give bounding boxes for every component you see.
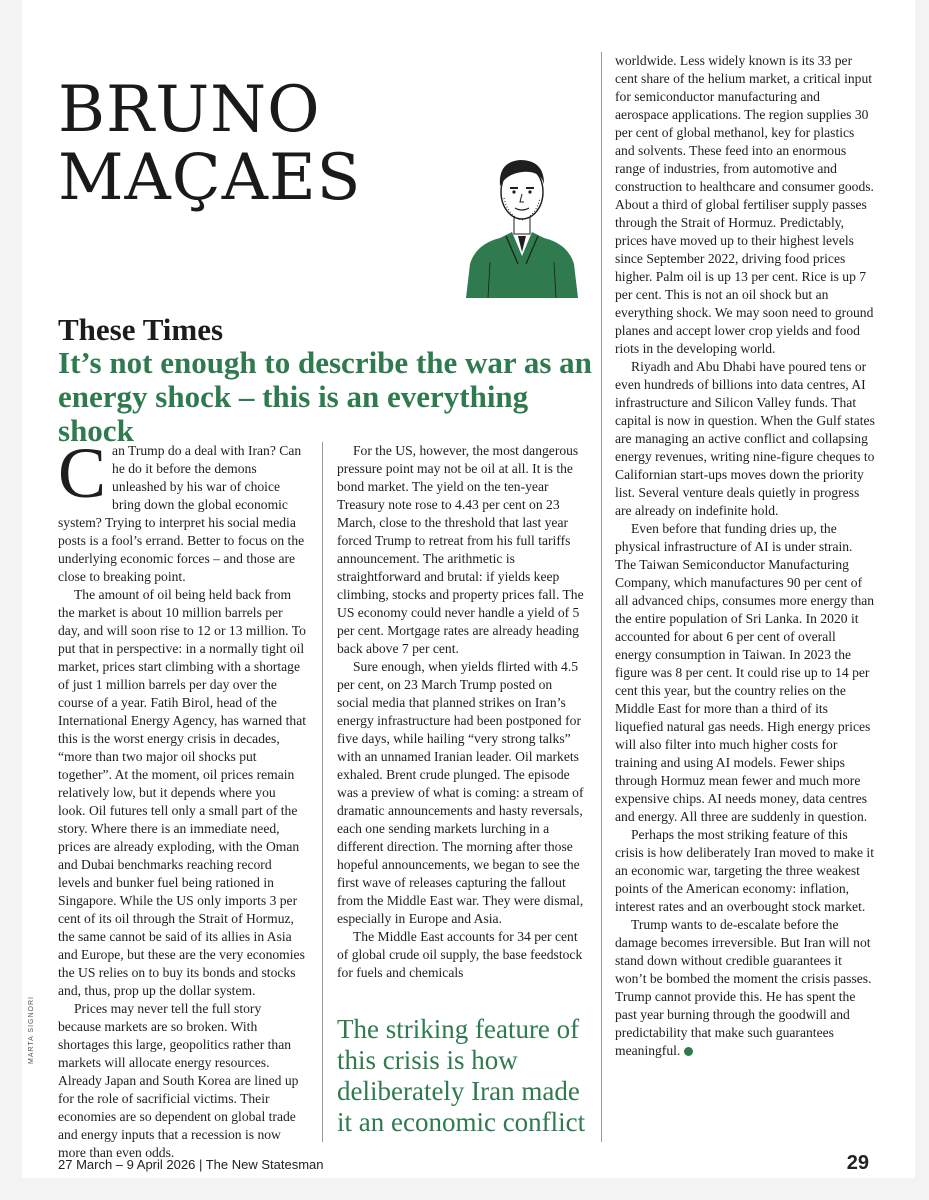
- article-paragraph: Even before that funding dries up, the physical infrastructure of AI is under strain. The Taiwan Semiconductor Manufacturing Company, which manufactures 90 per cent of all advanced chips, consumes more energy than the entire population of Sri Lanka. In 2020 it accounted for about 6 per cent of overall energy consumption in Taiwan. In 2023 the figure was 8 per cent. It could rise up to 14 per cent this year, but the country relies on the Middle East for more than a third of its liquefied natural gas needs. High energy prices will also filter into much higher costs for training and using AI models. Fewer ships through Hormuz mean fewer and much more expensive chips. AI needs money, data centres and energy. All three are suddenly in question.: [615, 521, 875, 824]
- article-column-2: [337, 442, 587, 982]
- author-portrait-illustration: [460, 152, 584, 298]
- paragraph-text: Trump wants to de-escalate before the damage becomes irreversible. But Iran will not stand down without credible guarantees it won’t be bombed the moment the crisis passes. Trump cannot provide this. He has spent the past year burning through the goodwill and predictability that make such guarantees meaningful.: [615, 917, 872, 1058]
- page-number: 29: [846, 1152, 869, 1174]
- article-paragraph: [615, 916, 875, 1060]
- footer-separator: |: [198, 1157, 203, 1172]
- drop-cap: C: [58, 433, 107, 513]
- article-paragraph: For the US, however, the most dangerous pressure point may not be oil at all. It is the bond market. The yield on the ten-year Treasury note rose to 4.43 per cent on 23 March, close to the threshold that last year forced Trump to retreat from his full tariffs announcement. The arithmetic is straightforward and brutal: if yields keep climbing, stocks and property prices fall. The US economy could never handle a yield of 5 per cent. Mortgage rates are already heading back above 7 per cent.: [337, 443, 584, 656]
- article-paragraph: worldwide. Less widely known is its 33 per cent share of the helium market, a critical input for semiconductor manufacturing and aerospace applications. The region supplies 30 per cent of global methanol, key for plastics and solvents. These feed into an enormous range of industries, from automotive and construction to healthcare and consumer goods. About a third of global fertiliser supply passes through the Strait of Hormuz. Predictably, prices have moved up to their highest levels since September 2022, driving food prices higher. Palm oil is up 13 per cent. Rice is up 7 per cent. This is not an oil shock but an everything shock. We may soon need to ground planes and accept lower crop yields and food riots in the developing world.: [615, 53, 874, 356]
- article-paragraph: The amount of oil being held back from the market is about 10 million barrels per day, and will soon rise to 12 or 13 million. To put that in perspective: in a normally tight oil market, prices start climbing with a shortage of just 1 million barrels per day over the course of a year. Fatih Birol, head of the International Energy Agency, has warned that this is the worst energy crisis in decades, “more than two major oil shocks put together”. At the moment, oil prices remain relatively low, but it depends where you look. Oil futures tell only a small part of the story. Where there is an immediate need, prices are already exploding, with the Oman and Dubai benchmarks reaching record levels and bunker fuel being rationed in Singapore. While the US only imports 3 per cent of its oil through the Strait of Hormuz, the same cannot be said of its allies in Asia and Europe, but these are the very economies the US relies on to buy its bonds and stocks and, thus, prop up the dollar system.: [58, 587, 306, 998]
- author-first-name: BRUNO: [58, 73, 321, 147]
- page-footer: [58, 1157, 324, 1172]
- page-bottom-edge: [0, 1178, 929, 1200]
- article-column-1: [58, 433, 306, 1162]
- column-divider: [322, 442, 323, 1142]
- article-paragraph: Prices may never tell the full story because markets are so broken. With shortages this large, geopolitics rather than markets will allocate energy resources. Already Japan and South Korea are lined up for the role of sacrificial victims. Their economies are so dependent on global trade and energy inputs that a recession is now more than even odds.: [58, 1001, 299, 1160]
- column-title: These Times: [58, 312, 224, 347]
- issue-date: 27 March – 9 April 2026: [58, 1157, 196, 1172]
- photo-credit: MARTA SIGNORI: [28, 996, 35, 1064]
- article-column-3: [615, 52, 875, 1060]
- article-paragraph: Perhaps the most striking feature of this crisis is how deliberately Iran moved to make it an economic war, targeting the three weakest points of the American economy: inflation, interest rates and an overbought stock market.: [615, 827, 874, 914]
- author-byline: [58, 73, 362, 215]
- article-paragraph: [58, 433, 306, 586]
- page-top-margin: [0, 0, 929, 40]
- article-paragraph: The Middle East accounts for 34 per cent of global crude oil supply, the base feedstock for fuels and chemicals: [337, 929, 583, 980]
- author-last-name: MAÇAES: [58, 141, 362, 215]
- page-right-edge: [915, 0, 929, 1200]
- column-divider: [601, 52, 602, 1142]
- page-left-edge: [0, 0, 22, 1200]
- article-paragraph: Sure enough, when yields flirted with 4.5 per cent, on 23 March Trump posted on social media that planned strikes on Iran’s energy infrastructure had been postponed for five days, while hailing “very strong talks” with an unnamed Iranian leader. Oil markets exhaled. Brent crude plunged. The episode was a preview of what is coming: a stream of dramatic announcements and hasty reversals, each one sending markets lurching in a different direction. The morning after those hopeful announcements, we began to see the first wave of releases capturing the fallout from the Middle East war. They were dismal, especially in Europe and Asia.: [337, 659, 584, 926]
- publication-name: The New Statesman: [205, 1157, 324, 1172]
- article-headline: It’s not enough to describe the war as an energy shock – this is an everything shock: [58, 345, 592, 448]
- paragraph-text: an Trump do a deal with Iran? Can he do it before the demons unleashed by his war of choice bring down the global economic system? Trying to interpret his social media posts is a fool’s errand. Better to focus on the underlying economic forces – and those are close to breaking point.: [58, 443, 305, 584]
- pull-quote: The striking feature of this crisis is how deliberately Iran made it an economic conflict: [337, 1014, 586, 1137]
- end-of-article-dot-icon: [684, 1047, 693, 1056]
- article-paragraph: Riyadh and Abu Dhabi have poured tens or even hundreds of billions into data centres, AI infrastructure and Silicon Valley funds. That capital is now in question. When the Gulf states are managing an active conflict and collapsing energy revenues, writing nine-figure cheques to Californian start-ups moves down the priority list. Several venture deals quietly in progress are already on indefinite hold.: [615, 359, 875, 518]
